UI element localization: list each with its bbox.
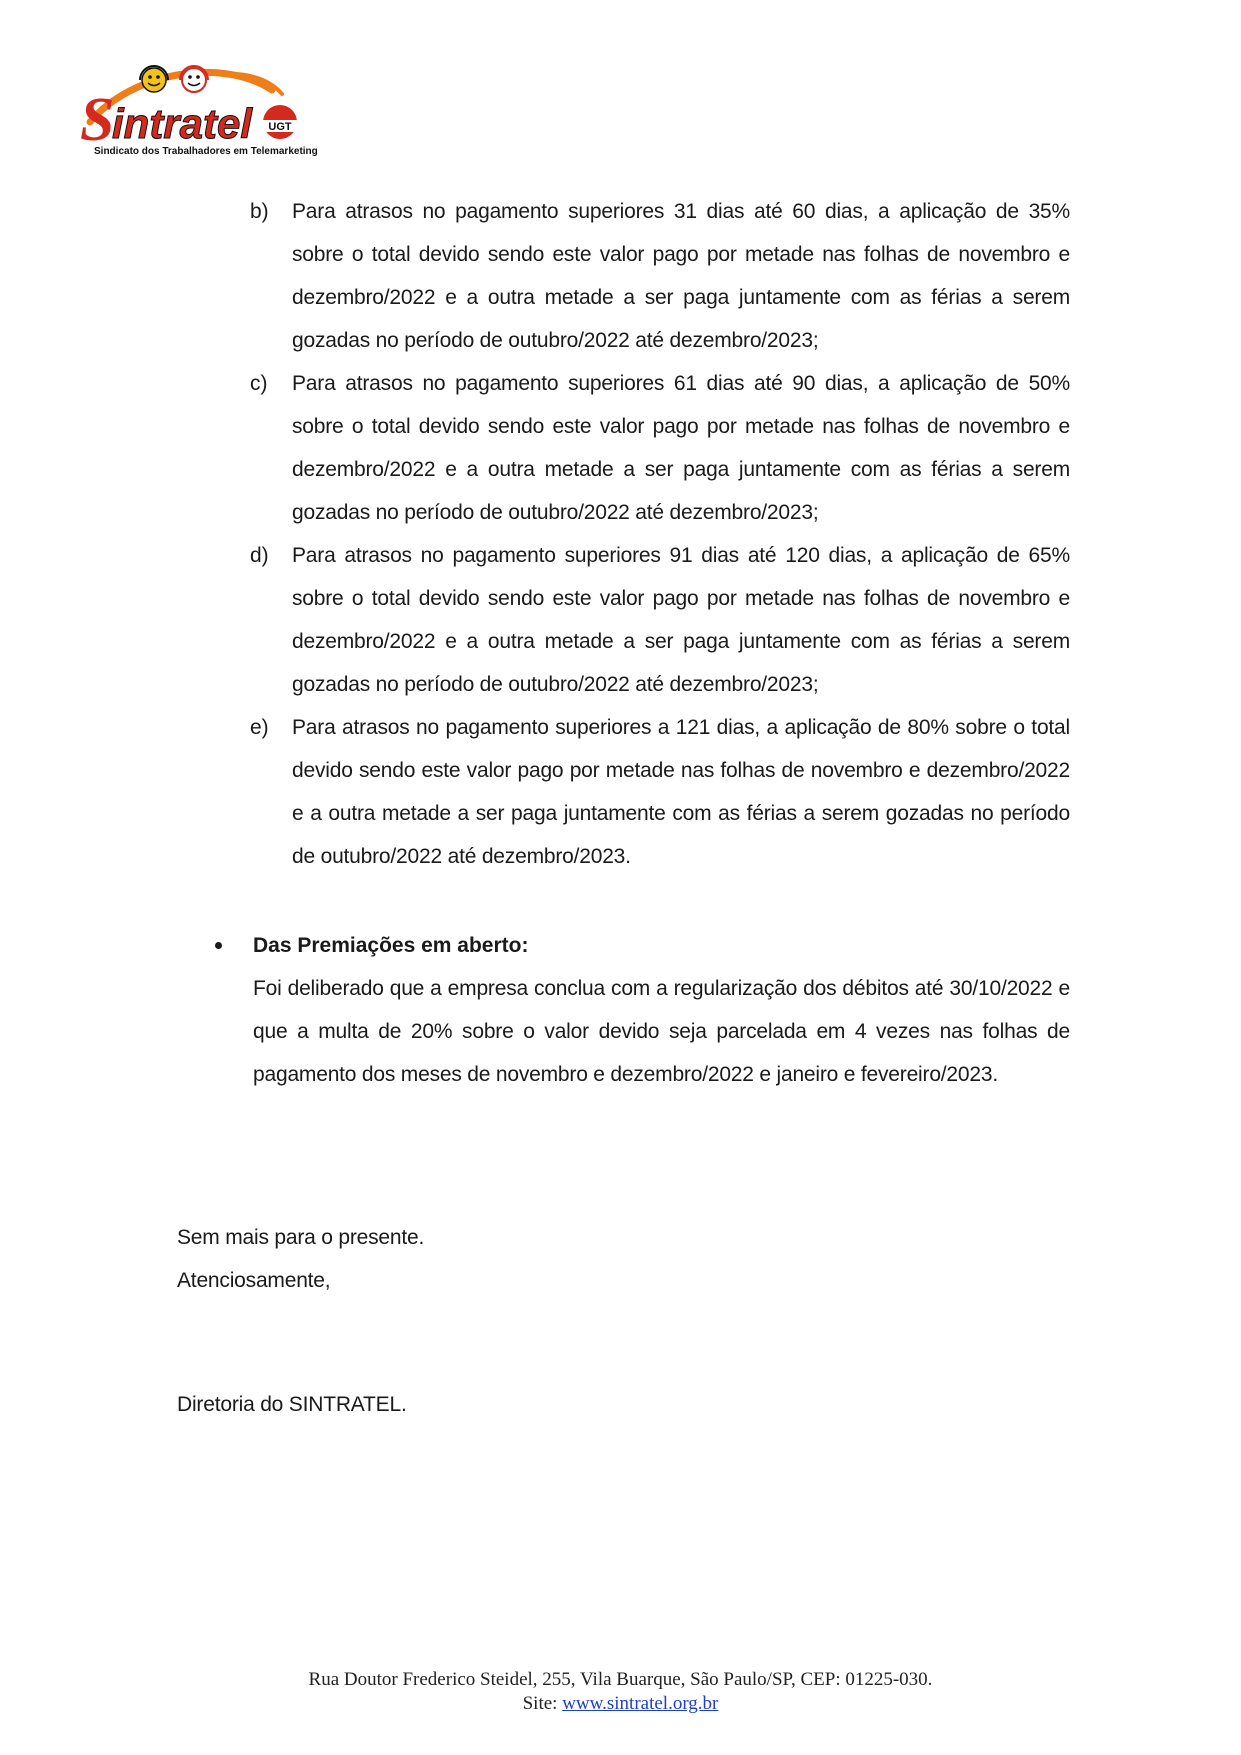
face-icon-right xyxy=(180,66,208,92)
premiacoes-section xyxy=(215,924,1070,1096)
list-item-text: Para atrasos no pagamento superiores 31 dias até 60 dias, a aplicação de 35% sobre o total devido sendo este valor pago por metade nas folhas de novembro e dezembro/2022 e a outra metade a ser paga juntamente com as férias a serem gozadas no período de outubro/2022 até dezembro/2023; xyxy=(292,200,1070,352)
logo-badge: UGT xyxy=(268,121,292,133)
footer-site xyxy=(0,1692,1241,1716)
bullet-icon xyxy=(215,942,222,949)
logo-wordmark: intratel xyxy=(112,100,253,147)
footer-address: Rua Doutor Frederico Steidel, 255, Vila Buarque, São Paulo/SP, CEP: 01225-030. xyxy=(308,1669,933,1690)
list-marker: e) xyxy=(250,716,269,739)
list-item-text: Para atrasos no pagamento superiores 61 dias até 90 dias, a aplicação de 50% sobre o total devido sendo este valor pago por metade nas folhas de novembro e dezembro/2022 e a outra metade a ser paga juntamente com as férias a serem gozadas no período de outubro/2022 até dezembro/2023; xyxy=(292,372,1070,524)
face-icon-left xyxy=(140,66,168,92)
closing-line-1: Sem mais para o presente. xyxy=(177,1226,425,1249)
list-marker: d) xyxy=(250,544,269,567)
logo-tagline: Sindicato dos Trabalhadores em Telemarketing xyxy=(94,146,318,157)
list-item-text: Para atrasos no pagamento superiores a 121 dias, a aplicação de 80% sobre o total devido sendo este valor pago por metade nas folhas de novembro e dezembro/2022 e a outra metade a ser paga juntamente com as férias a serem gozadas no período de outubro/2022 até dezembro/2023. xyxy=(292,716,1070,868)
list-item xyxy=(250,190,1070,362)
list-marker: b) xyxy=(250,200,269,223)
list-marker: c) xyxy=(250,372,268,395)
footer-site-label: Site: xyxy=(522,1693,558,1714)
premiacoes-body: Foi deliberado que a empresa conclua com a regularização dos débitos até 30/10/2022 e que a multa de 20% sobre o valor devido seja parcelada em 4 vezes nas folhas de pagamento dos meses de novembro e dezembro/2022 e janeiro e fevereiro/2023. xyxy=(253,977,1070,1086)
list-item xyxy=(250,534,1070,706)
logo-s: S xyxy=(80,86,115,154)
signature: Diretoria do SINTRATEL. xyxy=(177,1393,407,1416)
sintratel-logo-graphic xyxy=(72,62,342,172)
sintratel-logo xyxy=(72,62,342,172)
delay-penalty-list xyxy=(250,190,1070,878)
list-item xyxy=(250,706,1070,878)
premiacoes-title: Das Premiações em aberto: xyxy=(253,934,529,957)
site-link[interactable]: www.sintratel.org.br xyxy=(562,1693,719,1714)
list-item xyxy=(250,362,1070,534)
list-item-text: Para atrasos no pagamento superiores 91 dias até 120 dias, a aplicação de 65% sobre o total devido sendo este valor pago por metade nas folhas de novembro e dezembro/2022 e a outra metade a ser paga juntamente com as férias a serem gozadas no período de outubro/2022 até dezembro/2023; xyxy=(292,544,1070,696)
closing-line-2: Atenciosamente, xyxy=(177,1269,331,1292)
